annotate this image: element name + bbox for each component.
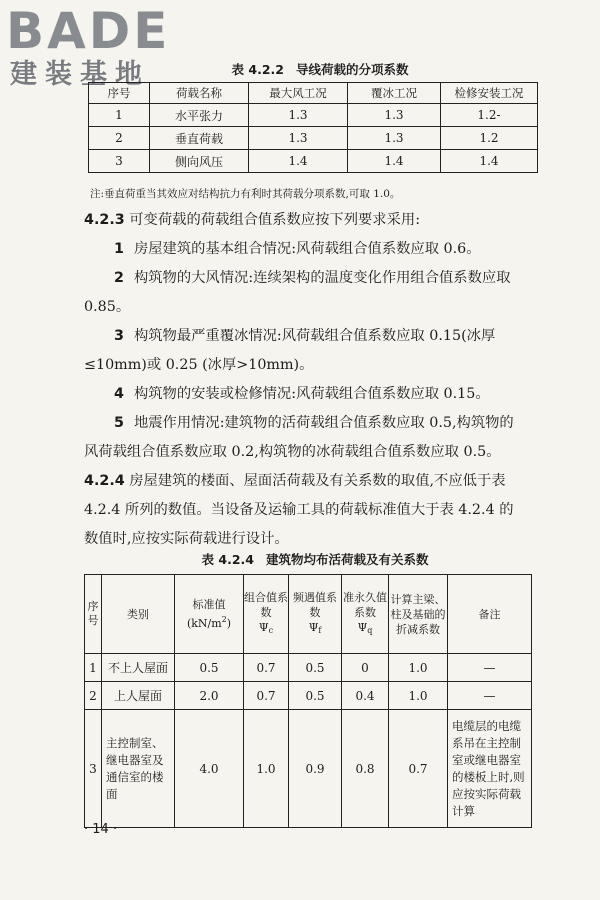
table-cell: 0.5 [289,682,342,710]
table-cell: 1 [89,104,150,127]
list-item: 1 房屋建筑的基本组合情况:风荷载组合值系数应取 0.6。 [114,241,481,257]
table-cell: — [448,654,532,682]
section-4-2-4 [84,467,524,554]
table-cell: — [448,682,532,710]
column-header: 类别 [102,575,175,654]
body-text [84,206,524,554]
table-caption: 表 4.2.4 建筑物均布活荷载及有关系数 [201,552,429,567]
column-header: 检修安装工况 [441,83,538,104]
table-cell: 1.3 [249,104,348,127]
page-number: · 14 · [84,822,118,837]
table-cell: 0.9 [289,710,342,828]
live-load-table [84,574,532,828]
table-cell: 1.4 [249,150,348,173]
column-header: 序号 [89,83,150,104]
section-4-2-3 [84,206,524,235]
table-cell: 0.8 [342,710,389,828]
table-row [85,654,532,682]
table-row [89,127,538,150]
table-cell: 0.7 [389,710,448,828]
table-cell: 1.2- [441,104,538,127]
table-cell: 1.0 [244,710,289,828]
column-header: 序号 [85,575,102,654]
table-cell: 0.4 [342,682,389,710]
logo-subtitle: 建装基地 [10,59,150,90]
table-cell: 1.0 [389,682,448,710]
table-row [85,710,532,828]
column-header: 频遇值系数 $\Psi_f$ [289,575,342,654]
column-header: 荷载名称 [150,83,249,104]
table-cell: 1.4 [441,150,538,173]
logo-brand: BADE [6,2,171,60]
table-cell: 1.3 [348,104,441,127]
table-cell: 4.0 [175,710,244,828]
table-cell: 1.2 [441,127,538,150]
table-cell: 垂直荷载 [150,127,249,150]
table-row [89,104,538,127]
section-number: 4.2.4 [84,473,125,489]
table-header-row [89,83,538,104]
table-cell: 1.3 [348,127,441,150]
load-factor-table [88,82,538,173]
list-item: 4 构筑物的安装或检修情况:风荷载组合值系数应取 0.15。 [114,386,490,402]
section-number: 4.2.3 [84,212,125,228]
table-cell: 0.7 [244,682,289,710]
table-row [89,150,538,173]
list-item: 3 构筑物最严重覆冰情况:风荷载组合值系数应取 0.15(冰厚≤10mm)或 0.25 (冰厚>10mm)。 [84,328,496,373]
table-cell: 0 [342,654,389,682]
column-header: 覆冰工况 [348,83,441,104]
table-cell: 1 [85,654,102,682]
table-cell: 0.7 [244,654,289,682]
column-header: 备注 [448,575,532,654]
table-cell: 1.4 [348,150,441,173]
table-cell: 2 [85,682,102,710]
column-header: 准永久值系数 $\Psi_q$ [342,575,389,654]
column-header: 最大风工况 [249,83,348,104]
table-cell: 0.5 [289,654,342,682]
table-cell: 1.0 [389,654,448,682]
table-cell: 1.3 [249,127,348,150]
table-cell: 上人屋面 [102,682,175,710]
section-intro: 可变荷载的荷载组合值系数应按下列要求采用: [129,212,421,228]
table-cell: 不上人屋面 [102,654,175,682]
column-header: 标准值 $(kN/m^2)$ [175,575,244,654]
list-item: 5 地震作用情况:建筑物的活荷载组合值系数应取 0.5,构筑物的风荷载组合值系数应取 0.2,构筑物的冰荷载组合值系数应取 0.5。 [84,415,514,460]
column-header: 计算主梁、柱及基础的折减系数 [389,575,448,654]
table-cell: 3 [89,150,150,173]
table-note: 注:垂直荷重当其效应对结构抗力有利时其荷载分项系数,可取 1.0。 [90,188,401,200]
table-cell: 2.0 [175,682,244,710]
table-cell: 侧向风压 [150,150,249,173]
table-header-row [85,575,532,654]
table-row [85,682,532,710]
table-caption: 表 4.2.2 导线荷载的分项系数 [231,62,409,77]
list-item: 2 构筑物的大风情况:连续架构的温度变化作用组合值系数应取 0.85。 [84,270,511,315]
table-cell: 主控制室、继电器室及通信室的楼面 [102,710,175,828]
table-cell: 3 [85,710,102,828]
table-cell: 电缆层的电缆系吊在主控制室或继电器室的楼板上时,则应按实际荷载计算 [448,710,532,828]
column-header: 组合值系数 $\Psi_c$ [244,575,289,654]
table-cell: 2 [89,127,150,150]
table-cell: 水平张力 [150,104,249,127]
table-cell: 0.5 [175,654,244,682]
section-text: 房屋建筑的楼面、屋面活荷载及有关系数的取值,不应低于表 4.2.4 所列的数值。当设备及运输工具的荷载标准值大于表 4.2.4 的数值时,应按实际荷载进行设计。 [84,473,514,547]
